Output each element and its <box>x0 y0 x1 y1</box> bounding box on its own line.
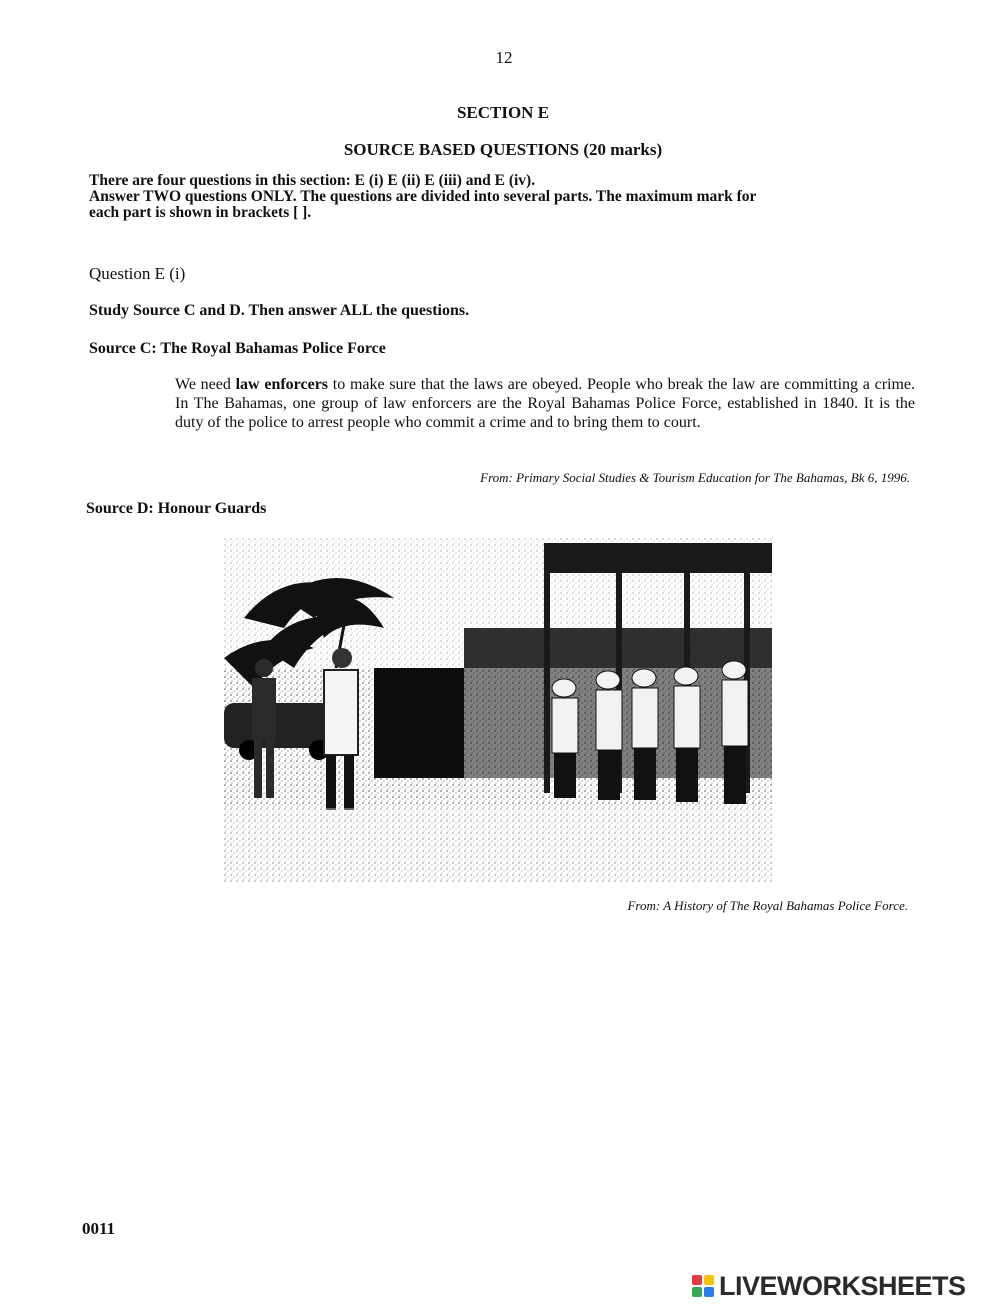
instructions-line-3: each part is shown in brackets [ ]. <box>89 204 312 221</box>
honour-guards-photo <box>224 538 772 882</box>
section-title: SECTION E <box>456 103 550 122</box>
instructions-line-1: There are four questions in this section: E (i) E (ii) E (iii) and E (iv). <box>89 172 536 189</box>
instructions-line-2: Answer TWO questions ONLY. The questions are divided into several parts. The maximum mark for <box>89 188 757 205</box>
study-instruction: Study Source C and D. Then answer ALL the questions. <box>89 302 470 319</box>
source-c-text <box>175 375 915 432</box>
source-d-title: Source D: Honour Guards <box>86 500 267 517</box>
source-d-citation: From: A History of The Royal Bahamas Police Force. <box>627 898 908 913</box>
source-c-title: Source C: The Royal Bahamas Police Force <box>89 340 386 357</box>
source-c-text-rest: to make sure that the laws are obeyed. People who break the law are committing a crime. In The Bahamas, one group of law enforcers are the Royal Bahamas Police Force, established in 1840. It is the duty of the police to arrest people who commit a crime and to bring them to court. <box>175 376 916 431</box>
question-label: Question E (i) <box>89 264 186 283</box>
page-number: 12 <box>495 48 513 67</box>
source-c-text-start: We need <box>175 376 236 393</box>
source-c-citation: From: Primary Social Studies & Tourism Education for The Bahamas, Bk 6, 1996. <box>480 470 910 485</box>
section-subtitle: SOURCE BASED QUESTIONS (20 marks) <box>343 140 663 159</box>
source-c-key-term: law enforcers <box>235 376 329 393</box>
brand-name: LIVEWORKSHEETS <box>719 1270 966 1301</box>
footer-code: 0011 <box>82 1219 116 1238</box>
liveworksheets-brand[interactable] <box>692 1272 966 1300</box>
liveworksheets-logo-icon <box>692 1275 714 1297</box>
